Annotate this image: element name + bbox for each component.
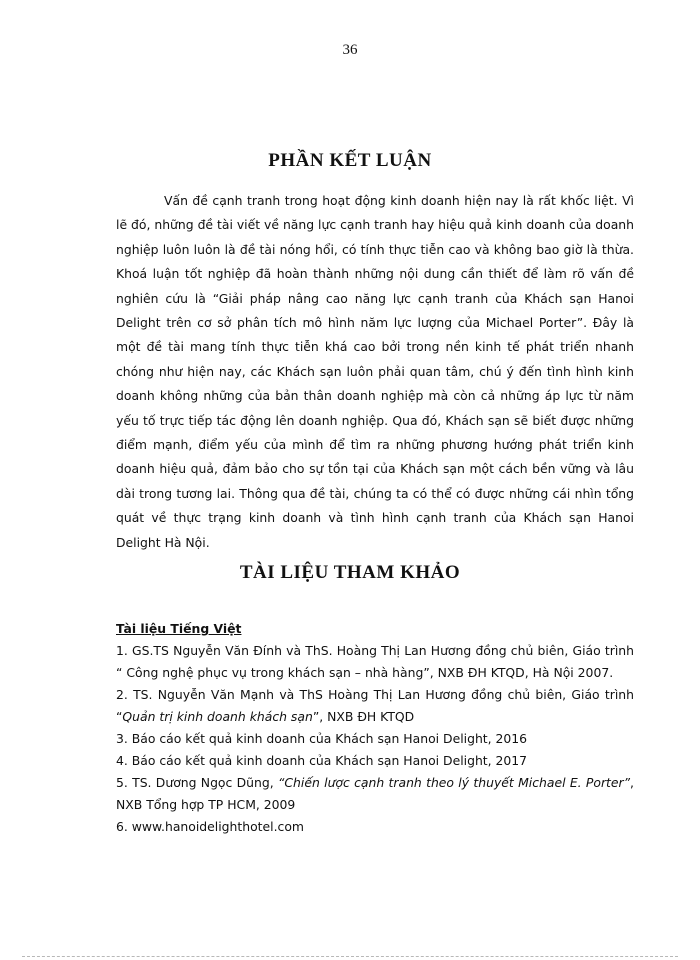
reference-item-2 [116,684,634,728]
reference-item-3 [116,728,634,750]
reference-item-1 [116,640,634,684]
reference-text: 3. Báo cáo kết quả kinh doanh của Khách sạn Hanoi Delight, 2016 [116,731,528,746]
conclusion-paragraph: Vấn đề cạnh tranh trong hoạt động kinh doanh hiện nay là rất khốc liệt. Vì lẽ đó, những đề tài viết về năng lực cạnh tranh hay hiệu quả kinh doanh của doanh nghiệp luôn luôn là đề tài nóng hổi, có tính thực tiễn cao và không bao giờ là thừa. Khoá luận tốt nghiệp đã hoàn thành những nội dung cần thiết để làm rõ vấn đề nghiên cứu là “Giải pháp nâng cao năng lực cạnh tranh của Khách sạn Hanoi Delight trên cơ sở phân tích mô hình năm lực lượng của Michael Porter”. Đây là một đề tài mang tính thực tiễn khá cao bởi trong nền kinh tế phát triển nhanh chóng như hiện nay, các Khách sạn luôn phải quan tâm, chú ý đến tình hình kinh doanh không những của bản thân doanh nghiệp mà còn cả những áp lực từ năm yếu tố trực tiếp tác động lên doanh nghiệp. Qua đó, Khách sạn sẽ biết được những điểm mạnh, điểm yếu của mình để tìm ra những phương hướng phát triển kinh doanh hiệu quả, đảm bảo cho sự tồn tại của Khách sạn một cách bền vững và lâu dài trong tương lai. Thông qua đề tài, chúng ta có thể có được những cái nhìn tổng quát về thực trạng kinh doanh và tình hình cạnh tranh của Khách sạn Hanoi Delight Hà Nội. [116,193,634,550]
references-subheading: Tài liệu Tiếng Việt [116,621,242,636]
reference-title: Quản trị kinh doanh khách sạn [122,709,313,724]
references-heading: TÀI LIỆU THAM KHẢO [239,562,461,583]
reference-text: 2. TS. Nguyễn Văn Mạnh và ThS Hoàng Thị Lan Hương đồng chủ biên, Giáo trình “ [116,687,634,724]
conclusion-heading: PHẦN KẾT LUẬN [268,150,432,171]
reference-publisher: , NXB Tổng hợp TP HCM, 2009 [116,775,634,812]
reference-item-4 [116,750,634,772]
reference-title: “Chiến lược cạnh tranh theo lý thuyết Michael E. Porter” [277,775,631,790]
reference-publisher: ”, NXB ĐH KTQD [312,709,415,724]
reference-url: 6. www.hanoidelighthotel.com [116,819,304,834]
page-bottom-divider [22,956,678,957]
reference-text: 5. TS. Dương Ngọc Dũng, [116,775,278,790]
reference-text: 1. GS.TS Nguyễn Văn Đính và ThS. Hoàng Thị Lan Hương đồng chủ biên, Giáo trình “ Công nghệ phục vụ trong khách sạn – nhà hàng”, NXB ĐH KTQD, Hà Nội 2007. [116,643,634,680]
reference-item-5 [116,772,634,816]
references-list [116,618,634,838]
page-number: 36 [342,42,358,58]
reference-text: 4. Báo cáo kết quả kinh doanh của Khách sạn Hanoi Delight, 2017 [116,753,528,768]
reference-item-6 [116,816,634,838]
